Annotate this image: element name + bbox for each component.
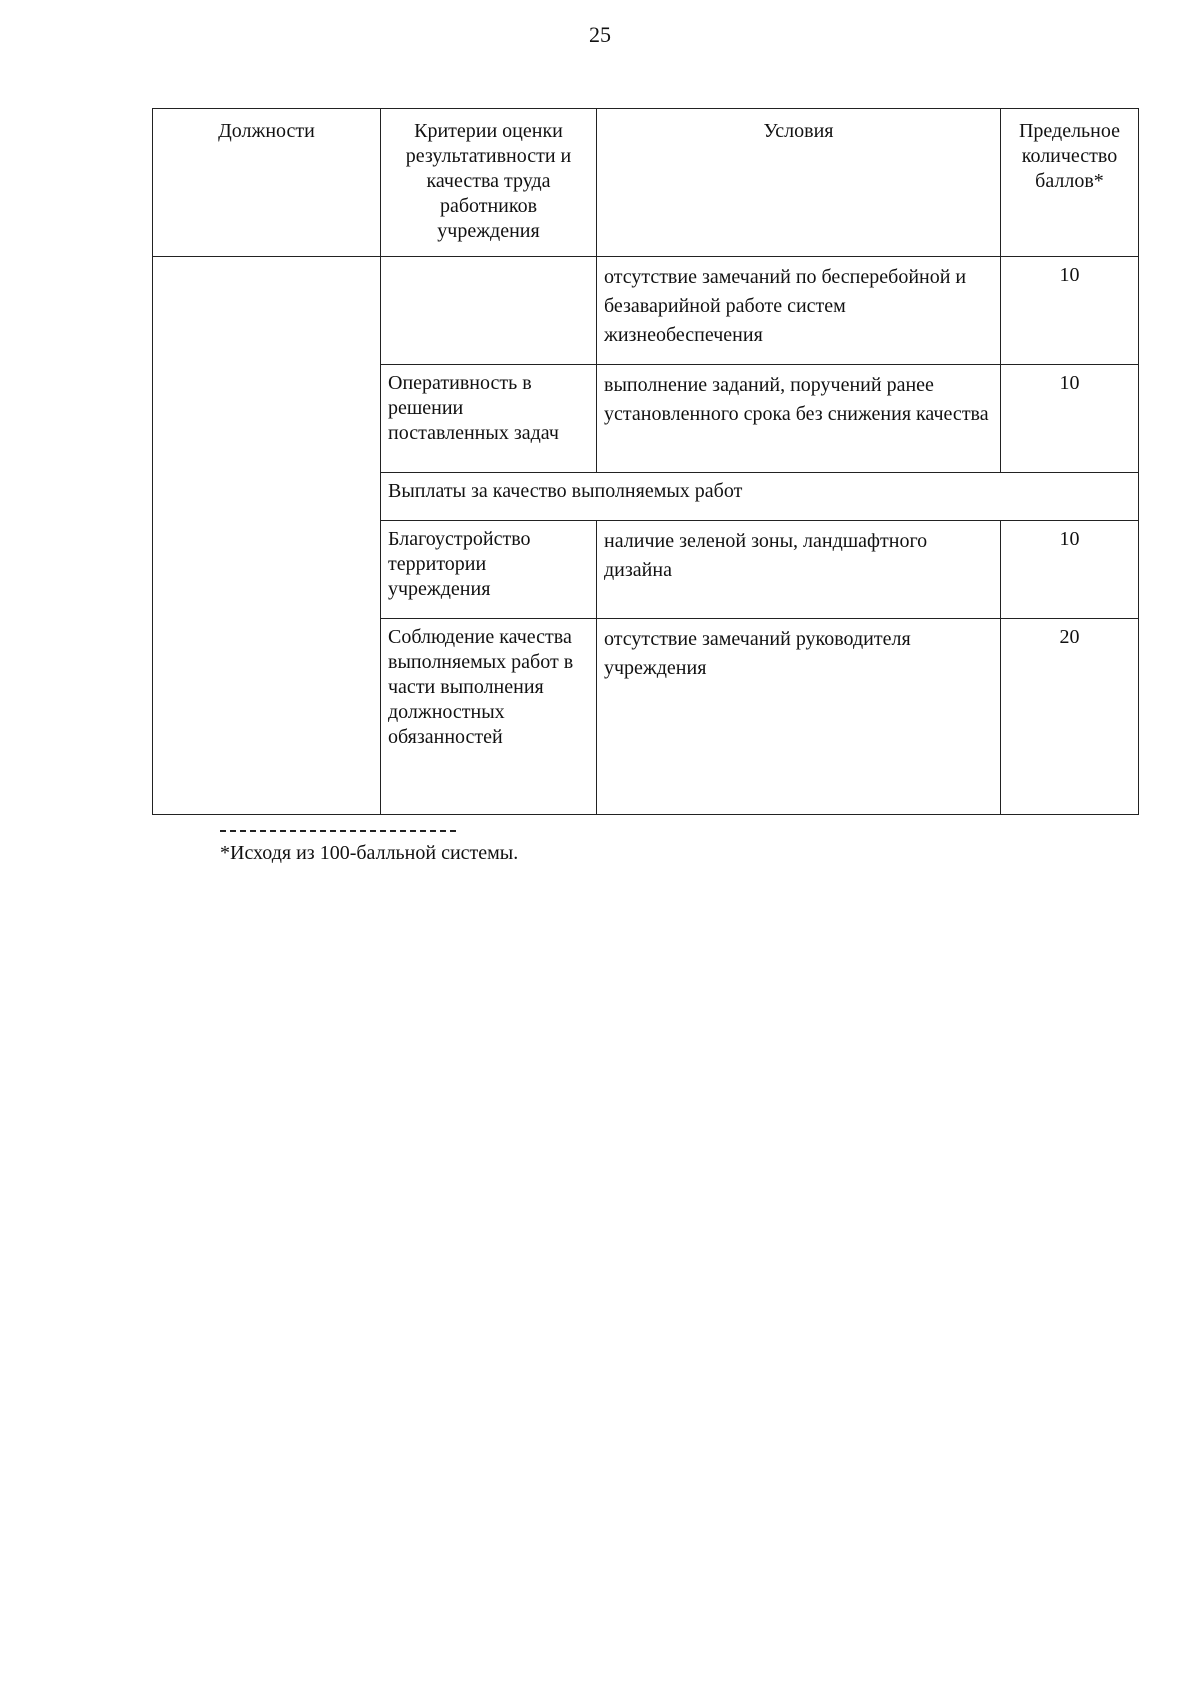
table-header-row [153,109,1139,257]
criterion-cell: Оперативность в решении поставленных задач [381,365,597,473]
header-max-points: Предельное количество баллов* [1001,109,1139,257]
points-cell: 20 [1001,619,1139,815]
condition-cell: отсутствие замечаний по бесперебойной и безаварийной работе систем жизнеобеспечения [597,257,1001,365]
header-conditions: Условия [597,109,1001,257]
condition-cell: наличие зеленой зоны, ландшафтного дизайна [597,521,1001,619]
criterion-cell: Соблюдение качества выполняемых работ в части выполнения должностных обязанностей [381,619,597,815]
section-heading: Выплаты за качество выполняемых работ [381,473,1139,521]
header-position: Должности [153,109,381,257]
criterion-cell: Благоустройство территории учреждения [381,521,597,619]
footnote: *Исходя из 100-балльной системы. [220,842,519,864]
points-cell: 10 [1001,365,1139,473]
condition-cell: выполнение заданий, поручений ранее установленного срока без снижения качества [597,365,1001,473]
table-row [153,257,1139,365]
footnote-divider [220,830,456,832]
condition-cell: отсутствие замечаний руководителя учреждения [597,619,1001,815]
criteria-table [152,108,1139,815]
position-cell [153,257,381,815]
header-criteria: Критерии оценки результативности и качества труда работников учреждения [381,109,597,257]
points-cell: 10 [1001,521,1139,619]
criterion-cell [381,257,597,365]
page-number: 25 [589,22,611,47]
points-cell: 10 [1001,257,1139,365]
